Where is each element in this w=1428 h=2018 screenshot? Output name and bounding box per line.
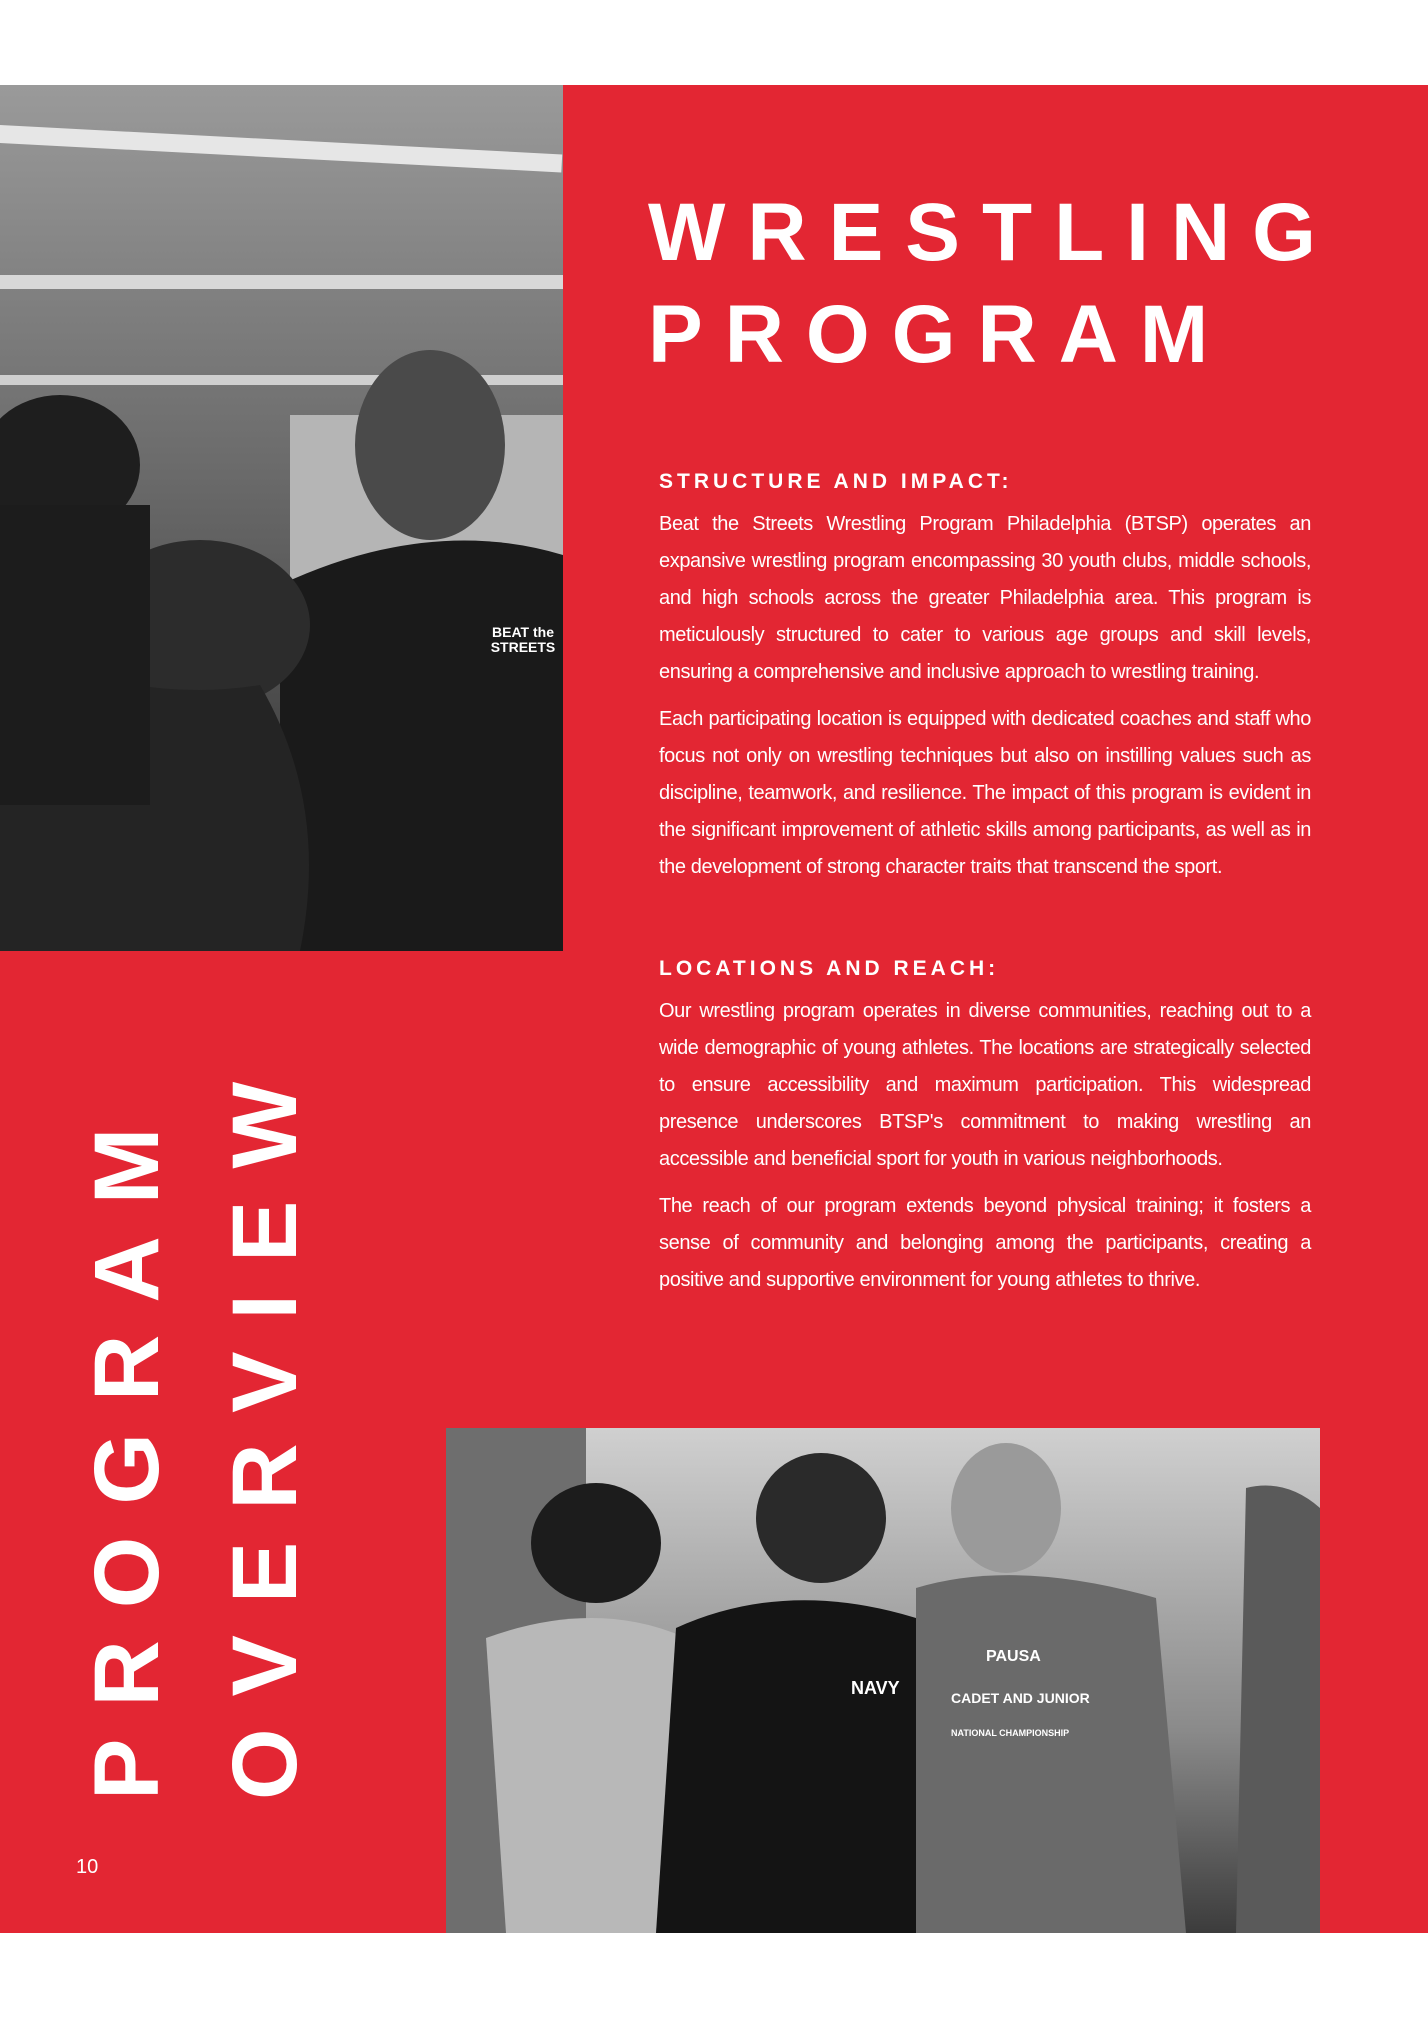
- section-heading: LOCATIONS AND REACH:: [659, 957, 1000, 980]
- side-title-line-2: OVERVIEW: [214, 1049, 316, 1800]
- page-number: 10: [76, 1856, 99, 1878]
- title-line-1: WRESTLING: [648, 187, 1338, 278]
- shirt-text-cadet-junior: CADET AND JUNIOR: [951, 1690, 1090, 1706]
- page-title: [648, 182, 1338, 386]
- coach-wrestlers-photo-art: [0, 85, 563, 951]
- structure-impact-section: [659, 470, 1311, 896]
- side-title-line-1: PROGRAM: [76, 1095, 178, 1800]
- section-paragraph: Each participating location is equipped with dedicated coaches and staff who focus not only on wrestling techniques but also on instilling values such as discipline, teamwork, and resilience. The impact of this program is evident in the significant improvement of athletic skills among participants, as well as in the development of strong character traits that transcend the sport.: [659, 708, 1311, 878]
- shirt-logo: BEAT the STREETS: [490, 624, 556, 655]
- section-paragraph: The reach of our program extends beyond physical training; it fosters a sense of community and belonging among the participants, creating a positive and supportive environment for young athletes to thrive.: [659, 1195, 1311, 1291]
- coaching-session-photo: [446, 1428, 1320, 1933]
- section-heading: STRUCTURE AND IMPACT:: [659, 470, 1013, 493]
- coach-wrestlers-photo: [0, 85, 563, 951]
- shirt-text-navy: NAVY: [851, 1678, 900, 1698]
- section-paragraph: Our wrestling program operates in diverse communities, reaching out to a wide demographic of young athletes. The locations are strategically selected to ensure accessibility and maximum participation. This widespread presence underscores BTSP's commitment to making wrestling an accessible and beneficial sport for youth in various neighborhoods.: [659, 1000, 1311, 1170]
- section-paragraph: Beat the Streets Wrestling Program Philadelphia (BTSP) operates an expansive wrestling program encompassing 30 youth clubs, middle schools, and high schools across the greater Philadelphia area. This program is meticulously structured to cater to various age groups and skill levels, ensuring a comprehensive and inclusive approach to wrestling training.: [659, 513, 1311, 683]
- shirt-text-championship: NATIONAL CHAMPIONSHIP: [951, 1728, 1070, 1738]
- locations-reach-section: [659, 957, 1311, 1309]
- title-line-2: PROGRAM: [648, 289, 1231, 380]
- shirt-text-pausa: PAUSA: [986, 1648, 1041, 1665]
